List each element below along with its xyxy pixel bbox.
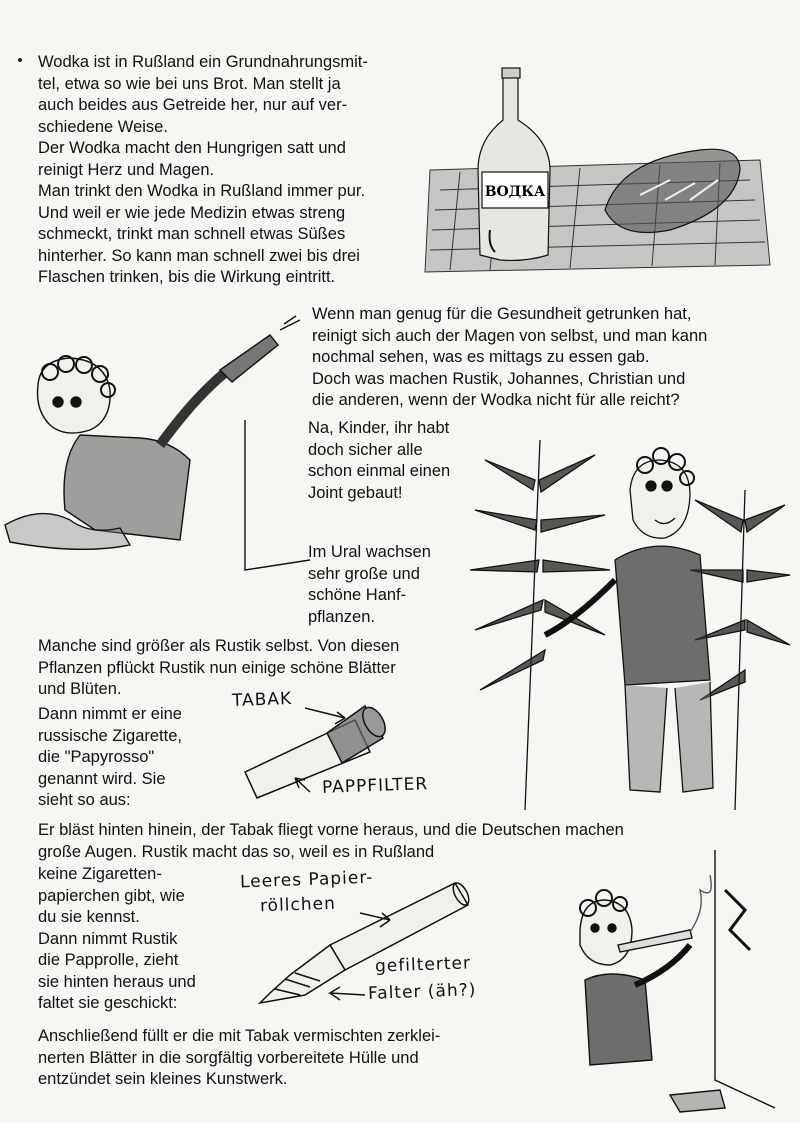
text-line: hinterher. So kann man schnell zwei bis drei xyxy=(38,246,360,265)
paragraph-blows xyxy=(38,820,624,863)
text-line: Und weil er wie jede Medizin etwas streng xyxy=(38,203,346,222)
text-line: Anschließend füllt er die mit Tabak vermischten zerklei- xyxy=(38,1027,441,1045)
paragraph-ural xyxy=(308,542,431,628)
paragraph-papers xyxy=(38,864,196,1015)
text-line: Flaschen trinken, bis die Wirkung eintritt. xyxy=(38,268,336,286)
text-line: reinigt Herz und Magen. xyxy=(38,160,215,179)
text-line: sieht so aus: xyxy=(38,791,131,809)
label-leeres-2: röllchen xyxy=(259,893,337,917)
bottle-label: ВОДКА xyxy=(484,184,546,200)
text-line: Pflanzen pflückt Rustik nun einige schöne Blätter xyxy=(38,658,396,677)
vodka-bread-illustration xyxy=(420,60,780,280)
text-line: die anderen, wenn der Wodka nicht für alle reicht? xyxy=(312,391,680,409)
paragraph-joint xyxy=(308,418,450,504)
text-line: nochmal sehen, was es mittags zu essen gab. xyxy=(312,348,650,366)
arrow-to-filter xyxy=(295,778,310,792)
text-line: die "Papyrosso" xyxy=(38,748,155,766)
text-line: Doch was machen Rustik, Johannes, Christian und xyxy=(312,369,686,388)
arrow-to-folded-filter xyxy=(330,987,365,1000)
text-line: keine Zigaretten- xyxy=(38,865,162,883)
label-tabak: TABAK xyxy=(231,688,293,712)
character-arm xyxy=(160,365,235,445)
text-line: schon einmal einen xyxy=(308,462,451,480)
text-line: du sie kennst. xyxy=(38,908,140,926)
text-line: Joint gebaut! xyxy=(308,483,403,502)
hemp-plants-illustration xyxy=(455,420,790,815)
text-line: Im Ural wachsen xyxy=(308,543,431,561)
text-line: schöne Hanf- xyxy=(308,586,407,604)
label-gefilterter-2: Falter (äh?) xyxy=(367,980,477,1004)
text-line: Der Wodka macht den Hungrigen satt und xyxy=(38,139,346,157)
label-gefilterter-1: gefilterter xyxy=(374,953,472,977)
bottle-splash xyxy=(280,316,300,330)
text-line: die Papprolle, zieht xyxy=(38,951,179,969)
text-line: papierchen gibt, wie xyxy=(38,886,185,905)
text-line: genannt wird. Sie xyxy=(38,769,166,788)
text-line: Na, Kinder, ihr habt xyxy=(308,419,450,437)
smoker-character xyxy=(580,875,711,1065)
drinking-character-illustration xyxy=(0,310,310,590)
text-line: auch beides aus Getreide her, nur auf ver- xyxy=(38,96,348,114)
text-line: Man trinkt den Wodka in Rußland immer pur. xyxy=(38,182,366,200)
text-line: Wodka ist in Rußland ein Grundnahrungsmit- xyxy=(38,53,368,71)
label-leeres-1: Leeres Papier- xyxy=(239,867,374,893)
text-line: entzündet sein kleines Kunstwerk. xyxy=(38,1070,288,1088)
wall-edge xyxy=(715,850,775,1108)
wall-corner xyxy=(245,420,310,570)
text-line: doch sicher alle xyxy=(308,440,423,459)
text-line: Wenn man genug für die Gesundheit getrunken hat, xyxy=(312,305,692,323)
text-line: faltet sie geschickt: xyxy=(38,994,178,1012)
text-line: russische Zigarette, xyxy=(38,726,182,745)
label-pappfilter: PAPPFILTER xyxy=(321,774,429,798)
bottle-on-floor xyxy=(670,1090,725,1112)
bottle xyxy=(478,68,550,260)
text-line: sehr große und xyxy=(308,564,420,583)
text-line: schiedene Weise. xyxy=(38,117,168,136)
text-line: tel, etwa so wie bei uns Brot. Man stellt ja xyxy=(38,74,341,93)
text-line: Dann nimmt Rustik xyxy=(38,929,178,948)
wall-marks xyxy=(725,890,750,950)
paragraph-plants xyxy=(38,636,399,701)
paragraph-final xyxy=(38,1026,440,1091)
text-line: schmeckt, trinkt man schnell etwas Süßes xyxy=(38,225,346,243)
text-line: pflanzen. xyxy=(308,607,375,626)
text-line: Dann nimmt er eine xyxy=(38,705,182,723)
text-line: und Blüten. xyxy=(38,680,122,698)
text-line: große Augen. Rustik macht das so, weil es in Rußland xyxy=(38,842,435,861)
text-line: nerten Blätter in die sorgfältig vorbereitete Hülle und xyxy=(38,1048,419,1067)
text-line: sie hinten heraus und xyxy=(38,972,196,991)
paragraph-papyrosso xyxy=(38,704,182,812)
text-line: Manche sind größer als Rustik selbst. Von diesen xyxy=(38,637,400,655)
bullet-mark xyxy=(18,58,22,62)
held-bottle xyxy=(220,335,278,382)
text-line: reinigt sich auch der Magen von selbst, und man kann xyxy=(312,326,708,345)
paragraph-health xyxy=(312,304,707,412)
character-head xyxy=(38,356,116,433)
text-line: Er bläst hinten hinein, der Tabak fliegt vorne heraus, und die Deutschen machen xyxy=(38,821,624,839)
rustik-character xyxy=(545,448,713,792)
hemp-plant-left xyxy=(470,440,610,810)
character-body xyxy=(64,435,190,540)
smoking-character-illustration xyxy=(540,850,790,1120)
paragraph-vodka-intro xyxy=(38,52,368,289)
arrow-to-tobacco xyxy=(305,708,345,724)
